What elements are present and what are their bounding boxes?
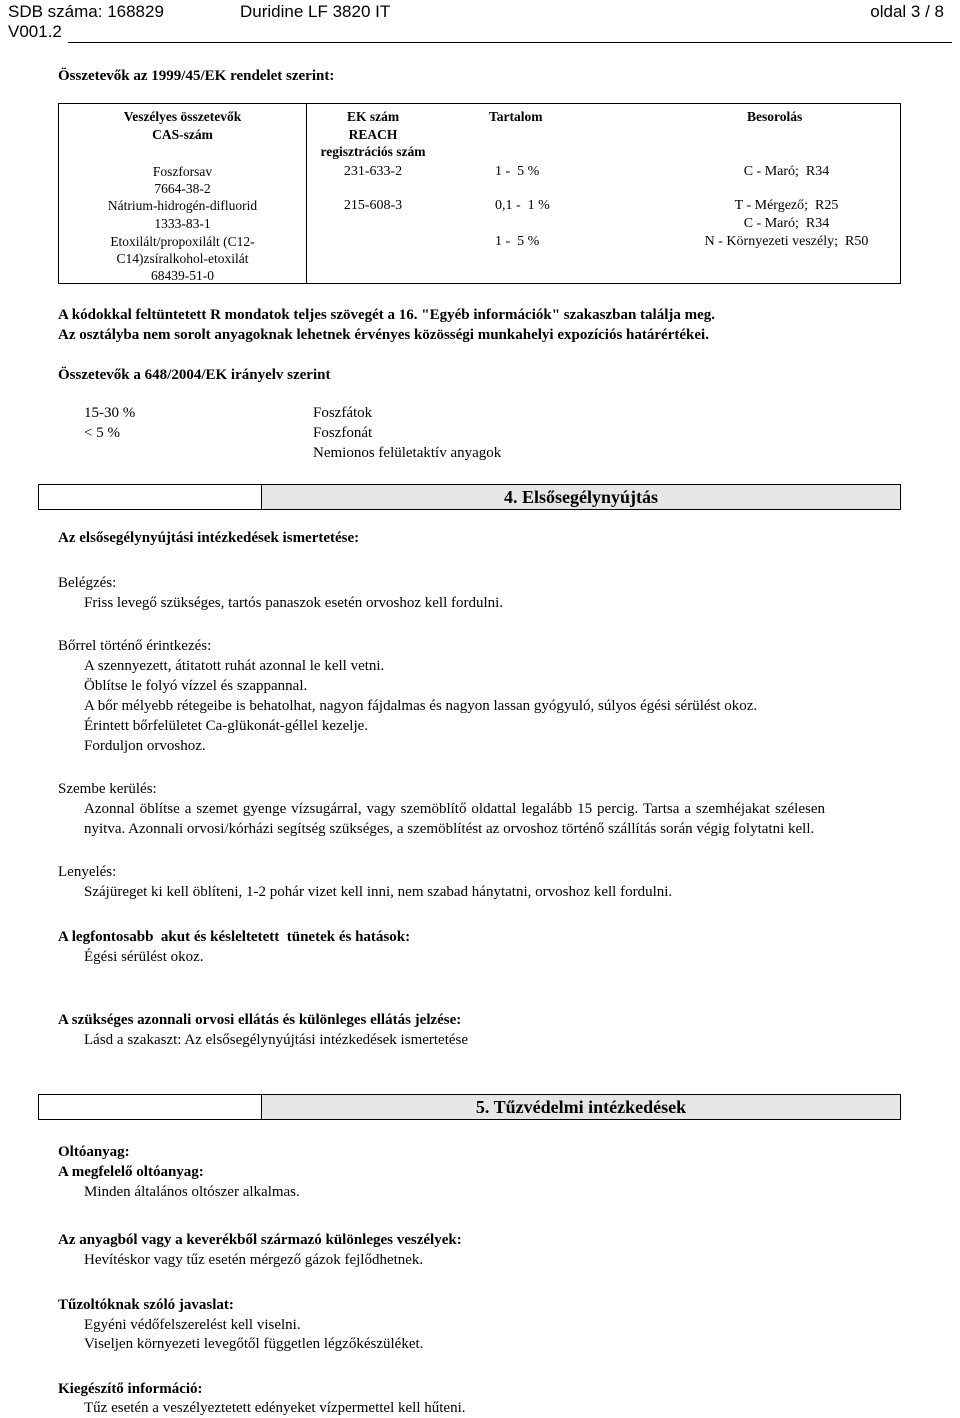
ingredient-name: Etoxilált/propoxilált (C12- [110,234,255,249]
r-phrase-note: A kódokkal feltüntetett R mondatok teljes szövegét a 16. "Egyéb információk" szakaszban találja meg. [58,307,716,323]
ingredient-name: Nátrium-hidrogén-difluorid [107,198,258,213]
ingredient-class: N - Környezeti veszély; R50 [704,234,869,249]
directive-name: Nemionos felületaktív anyagok [313,445,502,461]
col-header-ec: EK szám [346,109,400,124]
col-header-hazardous: Veszélyes összetevők [123,109,242,124]
suitable-media-text: Minden általános oltószer alkalmas. [84,1184,300,1200]
ingredient-content: 0,1 - 1 % [495,198,550,213]
symptoms-label: A legfontosabb akut és késleltetett tünetek és hatások: [58,929,411,945]
section-5-title: 5. Tűzvédelmi intézkedések [475,1097,687,1117]
inhalation-text: Friss levegő szükséges, tartós panaszok esetén orvoshoz kell fordulni. [84,595,504,611]
directive-heading: Összetevők a 648/2004/EK irányelv szerint [58,367,331,383]
inhalation-label: Belégzés: [58,575,117,591]
symptoms-text: Égési sérülést okoz. [84,949,204,965]
eye-line: Azonnal öblítse a szemet gyenge vízsugárral, vagy szemöblítő oldattal legalább 15 percig. Tartsa a szemhéjakat szélesen [84,801,825,817]
skin-line: A szennyezett, átitatott ruhát azonnal le kell vetni. [84,658,385,674]
ingredient-content: 1 - 5 % [495,164,540,179]
col-header-cas: CAS-szám [152,127,213,142]
extra-info-label: Kiegészítő információ: [58,1381,203,1397]
section-4-bar-left [38,484,262,510]
hazards-label: Az anyagból vagy a keverékből származó különleges veszélyek: [58,1232,462,1248]
media-label: Oltóanyag: [58,1144,130,1160]
version: V001.2 [8,22,62,41]
sdb-number: SDB száma: 168829 [8,2,164,21]
ingredient-cas: 7664-38-2 [154,181,211,196]
exposure-note: Az osztályba nem sorolt anyagoknak lehetnek érvényes közösségi munkahelyi expozíciós határértékei. [58,327,709,343]
ingredient-name: Foszforsav [152,164,213,179]
ingestion-text: Szájüreget ki kell öblíteni, 1-2 pohár vizet kell inni, nem szabad hánytatni, orvoshoz kell fordulni. [84,884,673,900]
treatment-text: Lásd a szakaszt: Az elsősegélynyújtási intézkedések ismertetése [84,1032,469,1048]
header-rule [68,42,952,43]
skin-line: Érintett bőrfelületet Ca-glükonát-géllel kezelje. [84,718,369,734]
table-divider [306,104,307,283]
page-number: oldal 3 / 8 [870,2,944,21]
section-5-title-box [261,1094,901,1120]
eye-label: Szembe kerülés: [58,781,157,797]
firefighter-advice-line: Viseljen környezeti levegőtől független légzőkészüléket. [84,1336,424,1352]
ingestion-label: Lenyelés: [58,864,117,880]
ingredient-cas: 68439-51-0 [151,268,214,283]
ingredient-ec: 215-608-3 [343,198,403,213]
firefighter-advice-label: Tűzoltóknak szóló javaslat: [58,1297,234,1313]
skin-line: Öblítse le folyó vízzel és szappannal. [84,678,308,694]
skin-label: Bőrrel történő érintkezés: [58,638,212,654]
ingredients-heading: Összetevők az 1999/45/EK rendelet szerint: [58,68,335,84]
ingredient-name: C14)zsíralkohol-etoxilát [116,251,249,266]
ingredient-class: C - Maró; R34 [743,164,830,179]
col-header-content: Tartalom [489,109,543,124]
ingredient-ec: 231-633-2 [343,164,403,179]
ingredient-content: 1 - 5 % [495,234,540,249]
section-4-title-box [261,484,901,510]
directive-amount: 15-30 % [84,405,136,421]
suitable-media-label: A megfelelő oltóanyag: [58,1164,204,1180]
section-4-subtitle: Az elsősegélynyújtási intézkedések ismertetése: [58,530,360,546]
skin-line: Forduljon orvoshoz. [84,738,206,754]
directive-name: Foszfonát [313,425,373,441]
col-header-reg: regisztrációs szám [320,144,426,159]
col-header-reach: REACH [348,127,398,142]
eye-line: nyitva. Azonnali orvosi/kórházi segítség szükséges, a szemöblítést az orvoshoz történő szállítás során végig folytatni kell. [84,821,815,837]
page-header [8,0,952,44]
col-header-classification: Besorolás [747,109,803,124]
treatment-label: A szükséges azonnali orvosi ellátás és különleges ellátás jelzése: [58,1012,462,1028]
skin-line: A bőr mélyebb rétegeibe is behatolhat, nagyon fájdalmas és nagyon lassan gyógyuló, súlyos égési sérülést okoz. [84,698,758,714]
directive-name: Foszfátok [313,405,373,421]
hazards-text: Hevítéskor vagy tűz esetén mérgező gázok fejlődhetnek. [84,1252,424,1268]
ingredient-class: T - Mérgező; R25 [734,198,839,213]
ingredient-cas: 1333-83-1 [154,216,211,231]
product-name: Duridine LF 3820 IT [240,2,391,21]
section-4-title: 4. Elsősegélynyújtás [503,487,658,507]
directive-amount: < 5 % [84,425,120,441]
ingredient-class: C - Maró; R34 [743,216,830,231]
extra-info-text: Tűz esetén a veszélyeztetett edényeket vízpermettel kell hűteni. [84,1400,466,1416]
firefighter-advice-line: Egyéni védőfelszerelést kell viselni. [84,1317,301,1333]
ingredients-table [58,103,901,284]
section-5-bar-left [38,1094,262,1120]
